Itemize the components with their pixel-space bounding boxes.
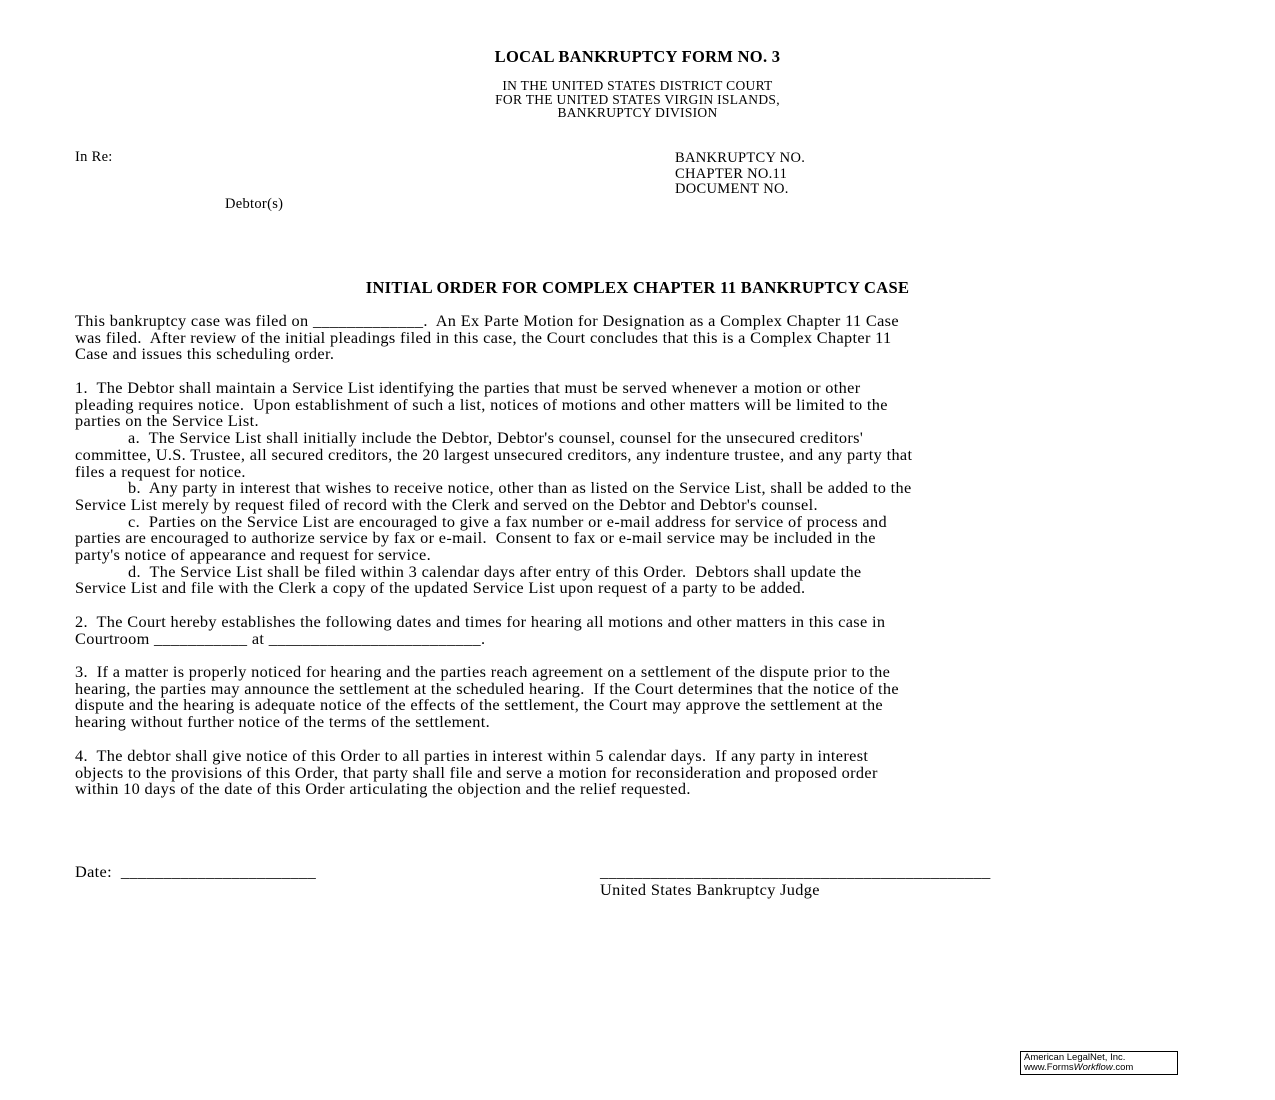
text-line: committee, U.S. Trustee, all secured creditors, the 20 largest unsecured creditors, any indenture trustee, and any party that [75, 444, 913, 464]
text-line: Courtroom ___________ at _________________________. [75, 628, 486, 648]
text-line: parties on the Service List. [75, 411, 259, 431]
text-line: hearing without further notice of the terms of the settlement. [75, 712, 491, 732]
paragraph-3 [75, 664, 1235, 731]
signature-line: ______________________________________________ [600, 862, 991, 881]
logo-line-1: American LegalNet, Inc. [1024, 1052, 1126, 1063]
text-line: This bankruptcy case was filed on _____________. An Ex Parte Motion for Designation as a Complex Chapter 11 Case [75, 311, 899, 330]
text-line: pleading requires notice. Upon establishment of such a list, notices of motions and other matters will be limited to the [75, 394, 888, 414]
paragraph-2 [75, 614, 1235, 647]
logo-text: .com [1112, 1062, 1134, 1073]
logo-line-2 [1024, 1063, 1174, 1073]
paragraph-1 [75, 380, 1235, 597]
text-line: d. The Service List shall be filed within 3 calendar days after entry of this Order. Debtors shall update the [75, 561, 862, 581]
text-line: 2. The Court hereby establishes the following dates and times for hearing all motions and other matters in this case in [75, 612, 886, 631]
form-title: LOCAL BANKRUPTCY FORM NO. 3 [494, 47, 781, 66]
paragraph-intro [75, 313, 1235, 363]
text-line: Case and issues this scheduling order. [75, 344, 335, 364]
text-line: b. Any party in interest that wishes to receive notice, other than as listed on the Service List, shall be added to the [75, 478, 912, 498]
text-line: 3. If a matter is properly noticed for hearing and the parties reach agreement on a settlement of the dispute prior to the [75, 662, 891, 681]
text-line: c. Parties on the Service List are encouraged to give a fax number or e-mail address for service of process and [75, 511, 887, 531]
text-line: hearing, the parties may announce the settlement at the scheduled hearing. If the Court determines that the notice of the [75, 678, 899, 698]
text-line: Service List and file with the Clerk a copy of the updated Service List upon request of a party to be added. [75, 578, 806, 598]
text-line: Service List merely by request filed of record with the Clerk and served on the Debtor and Debtor's counsel. [75, 494, 818, 514]
court-line: BANKRUPTCY DIVISION [557, 105, 718, 120]
text-line: within 10 days of the date of this Order articulating the objection and the relief requested. [75, 779, 691, 799]
text-line: 4. The debtor shall give notice of this Order to all parties in interest within 5 calendar days. If any party in interest [75, 746, 869, 765]
document-no: DOCUMENT NO. [675, 181, 789, 197]
text-line: files a request for notice. [75, 461, 246, 481]
text-line: objects to the provisions of this Order, that party shall file and serve a motion for reconsideration and proposed order [75, 762, 878, 782]
in-re-label: In Re: [75, 149, 113, 165]
american-legalnet-logo [1020, 1051, 1178, 1075]
bankruptcy-no: BANKRUPTCY NO. [675, 150, 806, 166]
text-line: parties are encouraged to authorize service by fax or e-mail. Consent to fax or e-mail service may be included in the [75, 528, 876, 548]
debtor-label: Debtor(s) [225, 196, 284, 212]
text-line: a. The Service List shall initially include the Debtor, Debtor's counsel, counsel for the unsecured creditors' [75, 428, 864, 448]
logo-text: Workflow [1073, 1062, 1113, 1073]
court-line: IN THE UNITED STATES DISTRICT COURT [502, 78, 773, 93]
logo-text: www.Forms [1024, 1062, 1074, 1073]
text-line: 1. The Debtor shall maintain a Service List identifying the parties that must be served whenever a motion or other [75, 378, 861, 397]
case-numbers [675, 151, 805, 198]
text-line: party's notice of appearance and request for service. [75, 545, 431, 565]
order-title: INITIAL ORDER FOR COMPLEX CHAPTER 11 BANKRUPTCY CASE [365, 278, 910, 297]
paragraph-4 [75, 748, 1235, 798]
chapter-no: CHAPTER NO.11 [675, 165, 788, 182]
court-heading [0, 79, 1275, 120]
court-line: FOR THE UNITED STATES VIRGIN ISLANDS, [495, 91, 780, 107]
date-line: Date: _______________________ [75, 862, 317, 881]
judge-label: United States Bankruptcy Judge [600, 880, 820, 899]
text-line: dispute and the hearing is adequate notice of the effects of the settlement, the Court may approve the settlement at the [75, 695, 884, 715]
text-line: was filed. After review of the initial pleadings filed in this case, the Court concludes that this is a Complex Chapter 11 [75, 327, 892, 347]
